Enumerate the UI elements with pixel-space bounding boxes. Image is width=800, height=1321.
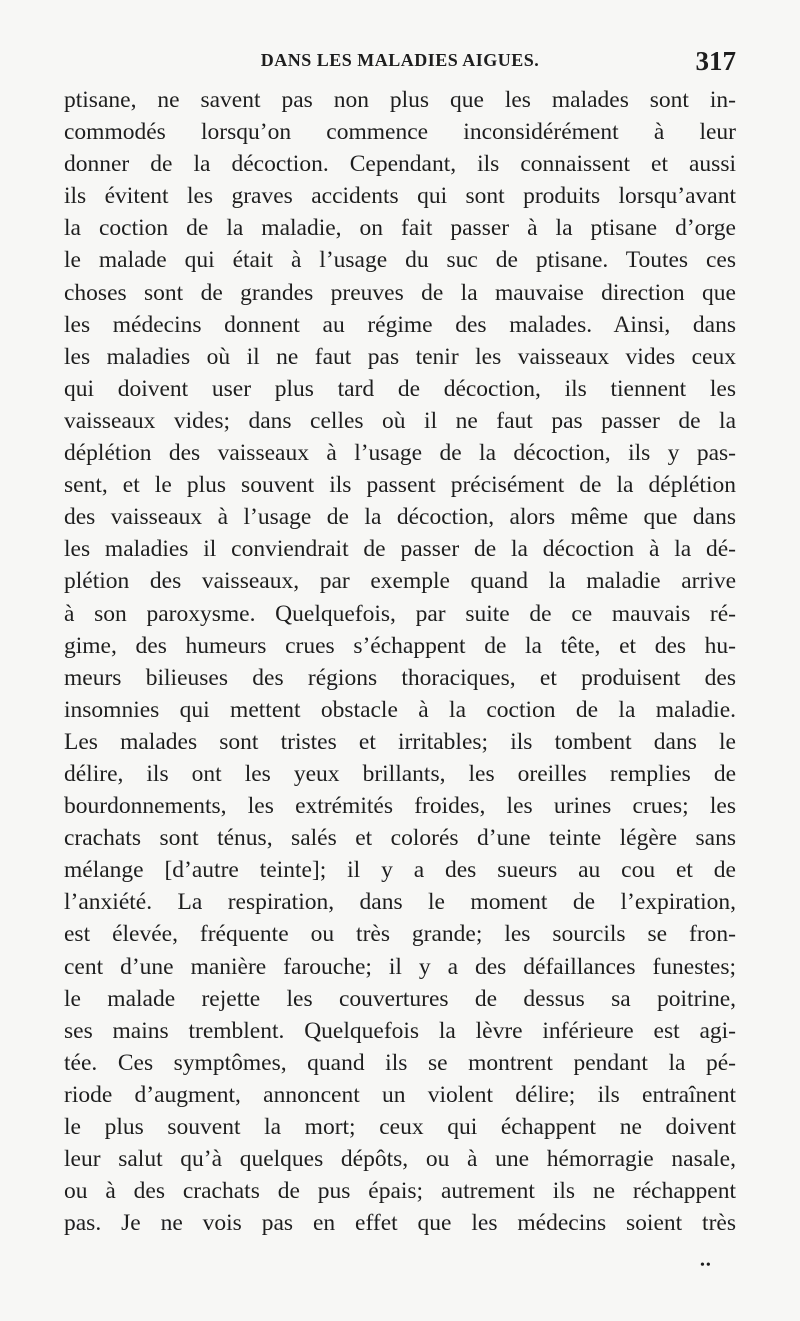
text-line: est élevée, fréquente ou très grande; les sourcils se fron-	[64, 921, 736, 948]
running-title: DANS LES MALADIES AIGUES.	[260, 50, 540, 70]
text-line: le malade qui était à l’usage du suc de ptisane. Toutes ces	[64, 247, 736, 274]
text-line: donner de la décoction. Cependant, ils connaissent et aussi	[64, 151, 736, 178]
text-line: le plus souvent la mort; ceux qui échappent ne doivent	[64, 1114, 736, 1140]
text-line: à son paroxysme. Quelquefois, par suite de ce mauvais ré-	[64, 600, 736, 627]
text-line: délire, ils ont les yeux brillants, les oreilles remplies de	[64, 760, 736, 787]
text-line: l’anxiété. La respiration, dans le moment de l’expiration,	[64, 889, 736, 916]
text-line: meurs bilieuses des régions thoraciques, et produisent des	[64, 664, 736, 691]
text-line: vaisseaux vides; dans celles où il ne faut pas passer de la	[64, 407, 736, 434]
signature-mark: ••	[700, 1258, 712, 1273]
text-line: le malade rejette les couvertures de dessus sa poitrine,	[64, 985, 736, 1012]
text-line: leur salut qu’à quelques dépôts, ou à une hémorragie nasale,	[64, 1146, 736, 1173]
text-line: les maladies où il ne faut pas tenir les vaisseaux vides ceux	[64, 343, 736, 370]
running-head	[64, 46, 736, 76]
body-text	[64, 84, 736, 1239]
text-line: choses sont de grandes preuves de la mauvaise direction que	[64, 279, 736, 306]
text-line: bourdonnements, les extrémités froides, les urines crues; les	[64, 793, 736, 820]
text-line: qui doivent user plus tard de décoction, ils tiennent les	[64, 375, 736, 402]
page-number: 317	[695, 46, 736, 76]
text-line: gime, des humeurs crues s’échappent de la tête, et des hu-	[64, 632, 736, 659]
text-line: commodés lorsqu’on commence inconsidérément à leur	[64, 119, 736, 146]
text-line: les maladies il conviendrait de passer de la décoction à la dé-	[64, 536, 736, 563]
text-line: déplétion des vaisseaux à l’usage de la décoction, ils y pas-	[64, 440, 736, 467]
text-line: Les malades sont tristes et irritables; ils tombent dans le	[64, 728, 736, 755]
text-line: ses mains tremblent. Quelquefois la lèvre inférieure est agi-	[64, 1017, 736, 1044]
text-line: la coction de la maladie, on fait passer à la ptisane d’orge	[64, 215, 736, 242]
text-line: cent d’une manière farouche; il y a des défaillances funestes;	[64, 953, 736, 980]
text-line: tée. Ces symptômes, quand ils se montrent pendant la pé-	[64, 1049, 736, 1076]
text-line: plétion des vaisseaux, par exemple quand la maladie arrive	[64, 568, 736, 595]
text-line: ils évitent les graves accidents qui sont produits lorsqu’avant	[64, 183, 736, 210]
text-line: ptisane, ne savent pas non plus que les malades sont in-	[64, 87, 736, 113]
text-line: insomnies qui mettent obstacle à la coction de la maladie.	[64, 696, 736, 723]
text-line: riode d’augment, annoncent un violent délire; ils entraînent	[64, 1081, 736, 1108]
text-line: sent, et le plus souvent ils passent précisément de la déplétion	[64, 472, 736, 499]
text-line: ou à des crachats de pus épais; autrement ils ne réchappent	[64, 1178, 736, 1205]
text-line: crachats sont ténus, salés et colorés d’une teinte légère sans	[64, 825, 736, 852]
text-line: mélange [d’autre teinte]; il y a des sueurs au cou et de	[64, 857, 736, 884]
text-line: pas. Je ne vois pas en effet que les médecins soient très	[64, 1210, 736, 1237]
text-line: les médecins donnent au régime des malades. Ainsi, dans	[64, 311, 736, 338]
text-line: des vaisseaux à l’usage de la décoction, alors même que dans	[64, 504, 736, 531]
